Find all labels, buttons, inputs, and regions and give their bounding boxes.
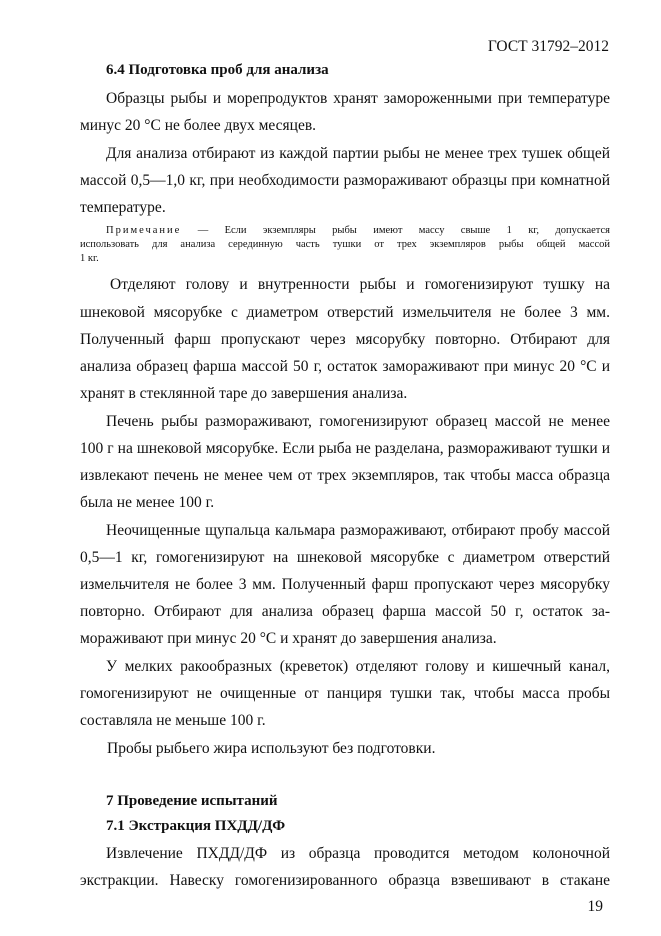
paragraph-line: Образцы рыбы и морепродуктов хранят замороженными при температуре bbox=[106, 90, 610, 107]
paragraph-line: температуре. bbox=[80, 199, 166, 216]
paragraph-line: Извлечение ПХДД/ДФ из образца проводится методом колоночной bbox=[106, 845, 610, 862]
paragraph-line: У мелких ракообразных (креветок) отделяют голову и кишечный канал, bbox=[106, 658, 610, 675]
note-label: Примечание bbox=[106, 225, 182, 236]
paragraph-line: массой 0,5—1,0 кг, при необходимости размораживают образцы при комнатной bbox=[80, 172, 610, 189]
page-number: 19 bbox=[587, 898, 603, 915]
paragraph-line: хранят в стеклянной таре до завершения анализа. bbox=[80, 385, 408, 402]
paragraph-line: Для анализа отбирают из каждой партии рыбы не менее трех тушек общей bbox=[106, 145, 610, 162]
section-7-1-title: 7.1 Экстракция ПХДД/ДФ bbox=[106, 818, 286, 834]
section-7-title: 7 Проведение испытаний bbox=[106, 793, 278, 809]
section-6-4-title: 6.4 Подготовка проб для анализа bbox=[106, 62, 329, 78]
note-text: — Если экземпляры рыбы имеют массу свыше 1 кг, допускается bbox=[181, 225, 610, 236]
paragraph-line: мораживают при минус 20 °С и хранят до завершения анализа. bbox=[80, 630, 497, 647]
paragraph-line: 0,5—1 кг, гомогенизируют на шнековой мясорубке с диаметром отверстий bbox=[80, 549, 610, 566]
paragraph-line: 100 г на шнековой мясорубке. Если рыба не разделана, размораживают тушки и bbox=[80, 440, 610, 457]
paragraph-line: шнековой мясорубке с диаметром отверстий измельчителя не более 3 мм. bbox=[80, 304, 610, 321]
note-line-2: использовать для анализа серединную часть тушки от трех экземпляров рыбы общей массой bbox=[80, 239, 610, 250]
paragraph-line: Неочищенные щупальца кальмара размораживают, отбирают пробу массой bbox=[106, 522, 610, 539]
note-line-3: 1 кг. bbox=[80, 253, 99, 264]
paragraph-line: анализа образец фарша массой 50 г, остаток замораживают при минус 20 °С и bbox=[80, 358, 610, 375]
paragraph-line: гомогенизируют не очищенные от панциря тушки так, чтобы масса пробы bbox=[80, 685, 610, 702]
paragraph-line: минус 20 °С не более двух месяцев. bbox=[80, 117, 317, 134]
paragraph-line: измельчителя не более 3 мм. Полученный фарш пропускают через мясорубку bbox=[80, 576, 610, 593]
paragraph-line: Отделяют голову и внутренности рыбы и гомогенизируют тушку на bbox=[110, 276, 610, 293]
paragraph-line: Полученный фарш пропускают через мясорубку повторно. Отбирают для bbox=[80, 331, 610, 348]
paragraph-line: экстракции. Навеску гомогенизированного образца взвешивают в стакане bbox=[80, 872, 610, 889]
paragraph-line: была не менее 100 г. bbox=[80, 494, 215, 511]
paragraph-line: составляла не меньше 100 г. bbox=[80, 712, 266, 729]
paragraph-line: Печень рыбы размораживают, гомогенизируют образец массой не менее bbox=[106, 413, 610, 430]
paragraph-line: Пробы рыбьего жира используют без подготовки. bbox=[107, 740, 436, 757]
document-header: ГОСТ 31792–2012 bbox=[487, 38, 609, 55]
paragraph-line: извлекают печень не менее чем от трех экземпляров, так чтобы масса образца bbox=[80, 467, 610, 484]
paragraph-line: повторно. Отбирают для анализа образец фарша массой 50 г, остаток за- bbox=[80, 603, 610, 620]
note-line-1 bbox=[106, 225, 610, 236]
